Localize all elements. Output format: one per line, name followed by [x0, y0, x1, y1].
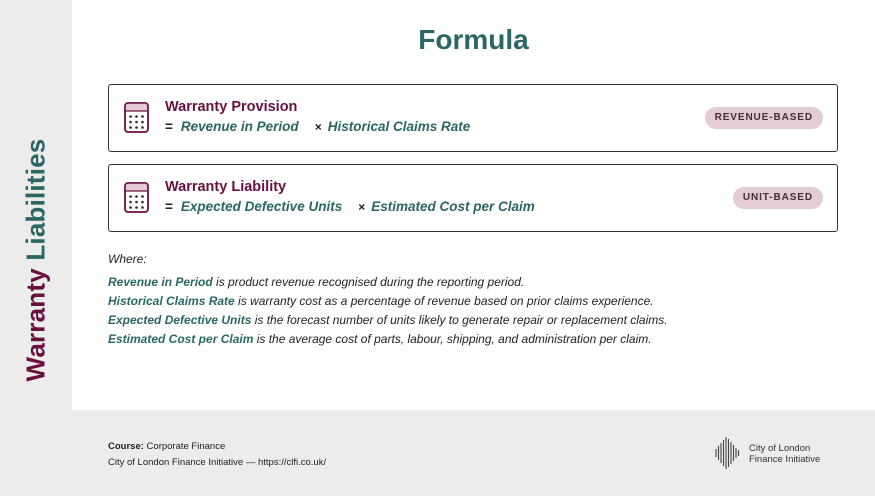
multiply-sign: × — [314, 120, 322, 134]
formula-line — [165, 199, 535, 214]
formula-term: Historical Claims Rate — [327, 119, 471, 134]
calculator-icon — [124, 182, 149, 213]
logo-line1: City of London — [749, 443, 811, 454]
where-label: Where: — [108, 252, 147, 266]
clfi-logo-icon — [714, 435, 742, 471]
footer — [0, 410, 875, 496]
course-line — [108, 441, 225, 452]
page-title: Formula — [418, 24, 529, 55]
definition-term: Revenue in Period — [108, 275, 213, 289]
definition-text: is warranty cost as a percentage of revenue based on prior claims experience. — [234, 294, 654, 308]
definition-item — [108, 294, 654, 308]
main-content — [72, 0, 875, 410]
equals-sign: = — [165, 199, 173, 214]
definition-text: is the forecast number of units likely to generate repair or replacement claims. — [251, 313, 668, 327]
multiply-sign: × — [358, 200, 366, 214]
definition-term: Expected Defective Units — [108, 313, 252, 327]
method-badge: REVENUE-BASED — [705, 107, 823, 129]
sidebar-title — [21, 139, 52, 382]
definition-item — [108, 332, 652, 346]
card-title: Warranty Liability — [165, 179, 287, 195]
definition-item — [108, 275, 524, 289]
definition-item — [108, 313, 668, 327]
equals-sign: = — [165, 119, 173, 134]
formula-term: Revenue in Period — [180, 119, 299, 134]
card-title: Warranty Provision — [165, 99, 298, 115]
logo-text — [749, 443, 820, 465]
calculator-icon — [124, 102, 149, 133]
formula-line — [165, 119, 470, 134]
definition-text: is product revenue recognised during the reporting period. — [212, 275, 525, 289]
logo-line2: Finance Initiative — [749, 454, 821, 465]
sidebar-title-part1: Warranty — [20, 268, 51, 382]
formula-card-warranty-liability — [108, 164, 838, 232]
course-value: Corporate Finance — [143, 441, 226, 452]
formula-card-warranty-provision — [108, 84, 838, 152]
clfi-logo — [714, 435, 834, 471]
organisation-line: City of London Finance Initiative — https://clfi.co.uk/ — [108, 457, 327, 468]
sidebar-title-part2: Liabilities — [20, 138, 51, 261]
definition-term: Estimated Cost per Claim — [108, 332, 254, 346]
sidebar — [0, 0, 72, 410]
definition-text: is the average cost of parts, labour, shipping, and administration per claim. — [253, 332, 652, 346]
formula-term: Expected Defective Units — [180, 199, 343, 214]
definition-term: Historical Claims Rate — [108, 294, 235, 308]
course-label: Course: — [108, 441, 144, 452]
method-badge: UNIT-BASED — [733, 187, 823, 209]
formula-term: Estimated Cost per Claim — [371, 199, 535, 214]
